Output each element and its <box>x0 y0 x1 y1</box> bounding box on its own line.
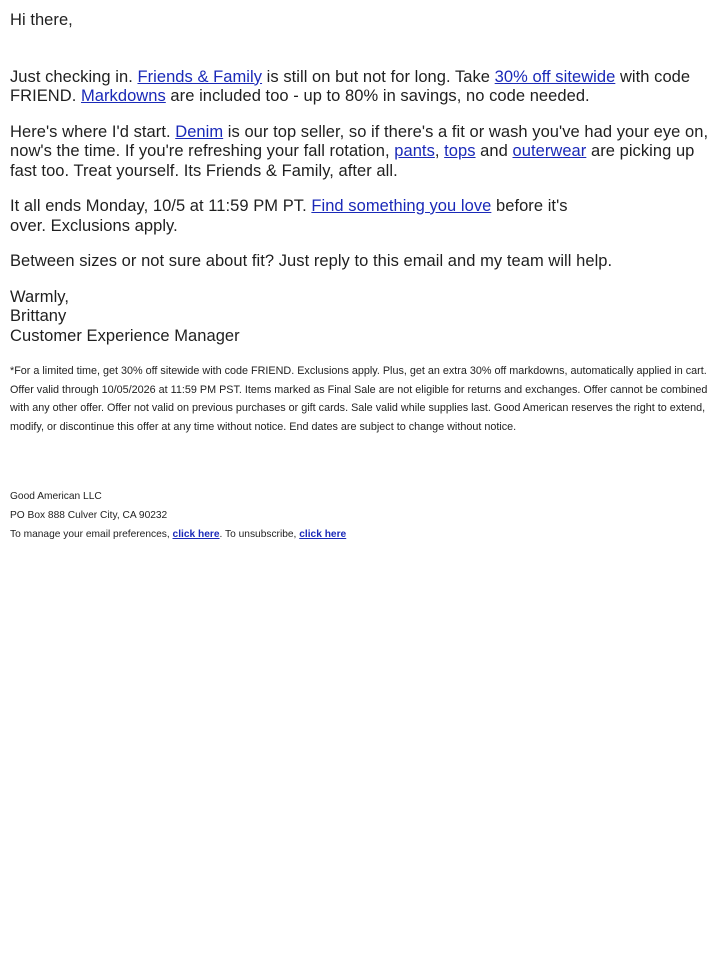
prefs-text: To manage your email preferences, <box>10 528 173 540</box>
footer <box>10 488 710 544</box>
fine-print: *For a limited time, get 30% off sitewide with code FRIEND. Exclusions apply. Plus, get an extra 30% off markdowns, automatically applied in cart. Offer valid through 10/05/2026 at 11:59 PM PST. Items marked as Final Sale are not eligible for returns and exchanges. Offer cannot be combined with any other offer. Offer not valid on previous purchases or gift cards. Sale valid while supplies last. Good American reserves the right to extend, modify, or discontinue this offer at any time without notice. End dates are subject to change without notice. <box>10 365 708 433</box>
footer-company: Good American LLC <box>10 491 102 503</box>
rec-text-5: are picking up fast too. Treat yourself. Its Friends & Family, after all. <box>10 142 695 180</box>
intro-text-4: are included too - up to 80% in savings, no code needed. <box>165 87 590 105</box>
footer-preferences <box>10 526 710 545</box>
signature-name: Brittany <box>10 307 67 325</box>
footer-address: PO Box 888 Culver City, CA 90232 <box>10 509 168 521</box>
signature-closing: Warmly, <box>10 287 70 306</box>
deadline-text-2: before it's over. Exclusions apply. <box>10 197 568 235</box>
manage-preferences-link[interactable]: click here <box>172 528 220 540</box>
find-something-link[interactable]: Find something you love <box>311 197 492 215</box>
signature-title: Customer Experience Manager <box>10 326 240 345</box>
rec-text-4: and <box>475 142 513 160</box>
rec-text-1: Here's where I'd start. <box>10 122 176 141</box>
intro-text-2: is still on but not for long. Take <box>262 67 495 86</box>
outerwear-link[interactable]: outerwear <box>512 142 587 160</box>
rec-text-3: , <box>434 142 445 160</box>
markdowns-link[interactable]: Markdowns <box>80 87 166 105</box>
paragraph-deadline <box>10 197 600 236</box>
unsub-text: . To unsubscribe, <box>219 528 300 540</box>
friends-family-link[interactable]: Friends & Family <box>137 67 263 86</box>
denim-link[interactable]: Denim <box>175 122 224 141</box>
sitewide-discount-link[interactable]: 30% off sitewide <box>494 67 616 86</box>
pants-link[interactable]: pants <box>394 142 435 160</box>
paragraph-help: Between sizes or not sure about fit? Just reply to this email and my team will help. <box>10 252 613 270</box>
intro-text-1: Just checking in. <box>10 67 138 86</box>
intro-text-3: with code FRIEND. <box>10 67 691 105</box>
signature <box>10 288 710 347</box>
paragraph-intro <box>10 68 710 107</box>
deadline-text-1: It all ends Monday, 10/5 at 11:59 PM PT. <box>10 197 312 215</box>
paragraph-recommendations <box>10 123 710 182</box>
rec-text-2: is our top seller, so if there's a fit or wash you've had your eye on, now's the time. If you're refreshing your fall rotation, <box>10 122 709 160</box>
greeting: Hi there, <box>10 11 73 29</box>
tops-link[interactable]: tops <box>444 142 476 160</box>
unsubscribe-link[interactable]: click here <box>299 528 347 540</box>
